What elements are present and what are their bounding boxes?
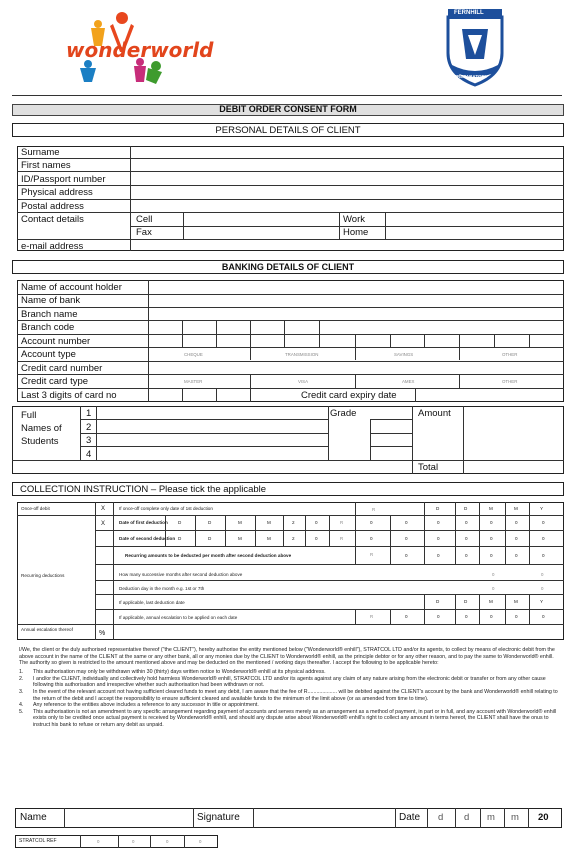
home-label: Home [343, 227, 369, 238]
last-3-digits-label: Last 3 digits of card no [21, 390, 117, 401]
terms-item-3-text: In the event of the relevant account not having sufficient cleared funds to meet any debit, I am aware that the fee of R.................... will be debited against the CLIENT's account by the bank and Wonderworld® enhill relating to the return of the debit and I accept the responsibility to ensure sufficient cleared and available funds to the minimum of the limit above (or as amended from time to time). [33, 689, 558, 702]
once-off-date-y1[interactable]: Y [540, 506, 544, 511]
once-off-date-d1[interactable]: D [436, 506, 440, 511]
terms-item-5 [19, 709, 560, 729]
first-deduction-y1[interactable]: 2 [292, 520, 295, 525]
last-deduction-m1[interactable]: M [489, 599, 493, 604]
amount-label: Amount [418, 408, 451, 419]
once-off-date-m2[interactable]: M [514, 506, 518, 511]
recurring-amount-0d[interactable]: 0 [490, 553, 493, 558]
successive-months-label: How many successive months after second deduction above [119, 572, 243, 577]
account-type-label: Account type [21, 349, 76, 360]
recurring-deductions-label: Recurring deductions [21, 573, 65, 578]
stratcol-ref-box-4[interactable]: 0 [199, 839, 202, 844]
terms-item-3 [19, 689, 560, 702]
last-deduction-label: If applicable, last deduction date [119, 600, 185, 605]
fernhill-crest-bottom-text: PREPARATORY [454, 74, 488, 79]
first-deduction-label: Date of first deduction [119, 520, 168, 525]
wonderworld-logo-text: wonderworld [66, 38, 214, 62]
card-type-other[interactable]: OTHER [502, 379, 518, 384]
collection-table [17, 502, 564, 640]
first-amount-cents[interactable]: 0 [542, 520, 545, 525]
student-number-2: 2 [86, 422, 92, 433]
surname-field[interactable] [131, 147, 563, 158]
second-amount-0f[interactable]: 0 [515, 536, 518, 541]
first-deduction-y2[interactable]: 0 [315, 520, 318, 525]
first-amount-0a[interactable]: 0 [370, 520, 373, 525]
escalation-rand: R [370, 614, 374, 619]
footer-date-d1[interactable]: d [438, 812, 444, 823]
student-number-3: 3 [86, 435, 92, 446]
last-deduction-m2[interactable]: M [514, 599, 518, 604]
once-off-date-m1[interactable]: M [489, 506, 493, 511]
first-amount-0d[interactable]: 0 [465, 520, 468, 525]
footer-name-field[interactable] [65, 809, 192, 827]
bank-name-field[interactable] [149, 295, 563, 306]
recurring-amount-0a[interactable]: 0 [405, 553, 408, 558]
work-field[interactable] [386, 213, 563, 225]
recurring-x-mark[interactable]: X [101, 521, 106, 527]
second-deduction-rand: R [340, 536, 344, 541]
first-amount-0b[interactable]: 0 [405, 520, 408, 525]
students-label-names-of: Names of [21, 423, 62, 434]
second-amount-0c[interactable]: 0 [437, 536, 440, 541]
stratcol-ref-box-1[interactable]: 0 [97, 839, 100, 844]
fernhill-crest-top-text: FERNHILL [454, 10, 484, 16]
footer-year-prefix: 20 [538, 812, 549, 823]
bank-name-label: Name of bank [21, 295, 81, 306]
terms-item-1-text: This authorisation may only be withdrawn within 30 (thirty) days written notice to Wonderworld® enhill at its physical address. [33, 669, 326, 676]
second-deduction-y1[interactable]: 2 [292, 536, 295, 541]
terms-item-2 [19, 676, 560, 689]
terms-item-2-text: I and/or the CLIENT, individually and collectively hold harmless Wonderworld® enhill, STRATCOL LTD and/or its agents against any claim of any nature arising from the electronic debit or transfer or from any other cause following this authorisation and irrespective whether such authorisation had been withdrawn or not. [33, 675, 546, 689]
terms-number-2: 2. [19, 675, 24, 682]
id-passport-label: ID/Passport number [21, 174, 106, 185]
wonderworld-logo [58, 6, 214, 86]
terms-item-1 [19, 669, 560, 676]
deduction-day-0b[interactable]: 0 [541, 586, 544, 591]
first-deduction-m2[interactable]: M [267, 520, 271, 525]
escalation-0a[interactable]: 0 [405, 614, 408, 619]
fax-label: Fax [136, 227, 152, 238]
terms-number-5: 5. [19, 708, 24, 715]
second-deduction-label: Date of second deduction [119, 536, 176, 541]
home-field[interactable] [386, 227, 563, 238]
fernhill-crest [440, 5, 510, 89]
grade-label: Grade [330, 408, 357, 419]
terms-number-1: 1. [19, 669, 24, 676]
footer-signature-label: Signature [197, 812, 240, 823]
first-deduction-d1[interactable]: D [178, 520, 182, 525]
first-deduction-d2[interactable]: D [208, 520, 212, 525]
branch-name-label: Branch name [21, 309, 78, 320]
second-deduction-d1[interactable]: D [178, 536, 182, 541]
recurring-amount-cents[interactable]: 0 [542, 553, 545, 558]
second-amount-0d[interactable]: 0 [465, 536, 468, 541]
form-title: DEBIT ORDER CONSENT FORM [219, 104, 357, 114]
second-amount-0a[interactable]: 0 [370, 536, 373, 541]
deduction-day-label: Deduction day in the month e.g. 1st or 7th [119, 586, 205, 591]
once-off-date-d2[interactable]: D [464, 506, 468, 511]
escalation-label: If applicable, annual escalation to be applied on each date [119, 615, 238, 620]
escalation-0d[interactable]: 0 [490, 614, 493, 619]
second-deduction-d2[interactable]: D [208, 536, 212, 541]
second-amount-cents[interactable]: 0 [542, 536, 545, 541]
personal-details-title: PERSONAL DETAILS OF CLIENT [215, 125, 361, 136]
postal-address-field[interactable] [131, 200, 563, 211]
student-1-name-field[interactable] [97, 407, 327, 418]
contact-details-label: Contact details [21, 214, 84, 225]
first-deduction-rand: R [340, 520, 344, 525]
second-deduction-m2[interactable]: M [267, 536, 271, 541]
stratcol-ref-label: STRATCOL REF [19, 838, 57, 844]
annual-escalation-label: Annual escalation thereof [21, 627, 73, 632]
recurring-amount-0e[interactable]: 0 [515, 553, 518, 558]
physical-address-label: Physical address [21, 187, 93, 198]
card-expiry-label: Credit card expiry date [301, 390, 397, 401]
first-amount-0e[interactable]: 0 [490, 520, 493, 525]
second-amount-0e[interactable]: 0 [490, 536, 493, 541]
student-number-1: 1 [86, 408, 92, 419]
terms-item-5-text: This authorisation is not an amendment to any specific arrangement regarding payment of accounts and serves merely as an arrangement as a method of payment, in part or in full, and any account with Wonderworld® enhill exists only to be credited once actual payment is received by Wonderworld® enhill, and should any dispute arise about Wonderworld® enhill's right to collect any amount in terms hereof, the CLIENT shall have the onus to instruct his bank to refuse or return any debit as unpaid. [33, 708, 557, 729]
id-passport-field[interactable] [131, 172, 563, 184]
escalation-0b[interactable]: 0 [437, 614, 440, 619]
deduction-day-0a[interactable]: 0 [492, 586, 495, 591]
terms-text [19, 647, 560, 729]
last-deduction-d1[interactable]: D [436, 599, 440, 604]
first-names-label: First names [21, 160, 71, 171]
fax-field[interactable] [184, 227, 338, 238]
footer-date-d2[interactable]: d [464, 812, 470, 823]
second-deduction-y2[interactable]: 0 [315, 536, 318, 541]
email-field[interactable] [131, 240, 563, 250]
footer-date-m2[interactable]: m [511, 812, 519, 823]
student-3-name-field[interactable] [97, 434, 327, 445]
once-off-debit-label: Once-off debit [21, 506, 50, 511]
stratcol-ref-box-2[interactable]: 0 [132, 839, 135, 844]
branch-name-field[interactable] [149, 308, 563, 319]
postal-address-label: Postal address [21, 201, 84, 212]
student-2-name-field[interactable] [97, 420, 327, 432]
account-number-label: Account number [21, 336, 91, 347]
footer-date-label: Date [399, 812, 421, 823]
branch-code-label: Branch code [21, 322, 75, 333]
terms-number-3: 3. [19, 689, 24, 696]
student-number-4: 4 [86, 449, 92, 460]
email-label: e-mail address [21, 241, 84, 252]
percent-sign: % [99, 630, 106, 637]
credit-card-number-label: Credit card number [21, 363, 103, 374]
escalation-cents[interactable]: 0 [542, 614, 545, 619]
last-deduction-d2[interactable]: D [464, 599, 468, 604]
recurring-amount-0c[interactable]: 0 [465, 553, 468, 558]
escalation-0c[interactable]: 0 [465, 614, 468, 619]
successive-months-0b[interactable]: 0 [541, 572, 544, 577]
terms-number-4: 4. [19, 702, 24, 709]
students-label-full: Full [21, 410, 37, 421]
banking-details-title: BANKING DETAILS OF CLIENT [221, 262, 355, 272]
collection-title: COLLECTION INSTRUCTION – Please tick the applicable [20, 484, 267, 495]
card-type-master[interactable]: MASTER [184, 379, 203, 384]
physical-address-field[interactable] [131, 186, 563, 198]
recurring-rand: R [370, 552, 374, 557]
recurring-amount-0b[interactable]: 0 [437, 553, 440, 558]
stratcol-ref-box-3[interactable]: 0 [166, 839, 169, 844]
account-type-cheque[interactable]: CHEQUE [184, 352, 203, 357]
recurring-amount-label: Recurring amounts to be deducted per month after second deduction above [125, 553, 292, 558]
first-names-field[interactable] [131, 159, 563, 170]
first-amount-0c[interactable]: 0 [437, 520, 440, 525]
student-4-name-field[interactable] [97, 447, 327, 459]
second-amount-0b[interactable]: 0 [405, 536, 408, 541]
students-label-students: Students [21, 436, 59, 447]
account-type-transmission[interactable]: TRANSMISSION [285, 352, 319, 357]
work-label: Work [343, 214, 365, 225]
account-holder-field[interactable] [149, 281, 563, 293]
first-amount-0f[interactable]: 0 [515, 520, 518, 525]
credit-card-type-label: Credit card type [21, 376, 89, 387]
card-type-amex[interactable]: AMEX [402, 379, 415, 384]
last-deduction-y[interactable]: Y [540, 599, 544, 604]
footer-date-m1[interactable]: m [487, 812, 495, 823]
successive-months-0a[interactable]: 0 [492, 572, 495, 577]
second-deduction-m1[interactable]: M [238, 536, 242, 541]
first-deduction-m1[interactable]: M [238, 520, 242, 525]
credit-card-number-field[interactable] [149, 362, 563, 373]
once-off-rand: R [372, 507, 376, 512]
total-label: Total [418, 462, 439, 473]
account-type-other[interactable]: OTHER [502, 352, 518, 357]
account-type-savings[interactable]: SAVINGS [394, 352, 414, 357]
once-off-instruction: If once-off complete only date of 1st deduction [119, 506, 213, 511]
cell-label: Cell [136, 214, 153, 225]
total-amount-field[interactable] [464, 461, 563, 473]
terms-item-4-text: Any reference to the entities above includes a reference to any successor in title or appointment. [33, 702, 259, 709]
footer-signature-field[interactable] [254, 809, 394, 827]
escalation-0e[interactable]: 0 [515, 614, 518, 619]
terms-item-4 [19, 702, 560, 709]
cell-field[interactable] [184, 213, 338, 225]
surname-label: Surname [21, 147, 60, 158]
divider [12, 95, 562, 96]
account-holder-label: Name of account holder [21, 282, 122, 293]
card-type-visa[interactable]: VISA [298, 379, 309, 384]
footer-name-label: Name [20, 812, 47, 823]
once-off-x-mark[interactable]: X [101, 506, 106, 512]
terms-intro: I/We, the client or the duly authorised representative thereof ("the CLIENT"), hereby authorise the entity mentioned below ("Wonderworld® enhill"), STRATCOL LTD and/or its agents, to collect by means of electronic debit from the above account in the name of the CLIENT at the same or any other bank, all or any monies due by the CLIENT to Wonderworld® enhill, as the principle debtor or for any other reason, and to pay the same to Wonderworld® enhill. The authority so given is restricted to the amount mentioned above and may be deducted on the mentioned / working days thereafter. I accept the following to be applicable hereto: [19, 647, 555, 667]
